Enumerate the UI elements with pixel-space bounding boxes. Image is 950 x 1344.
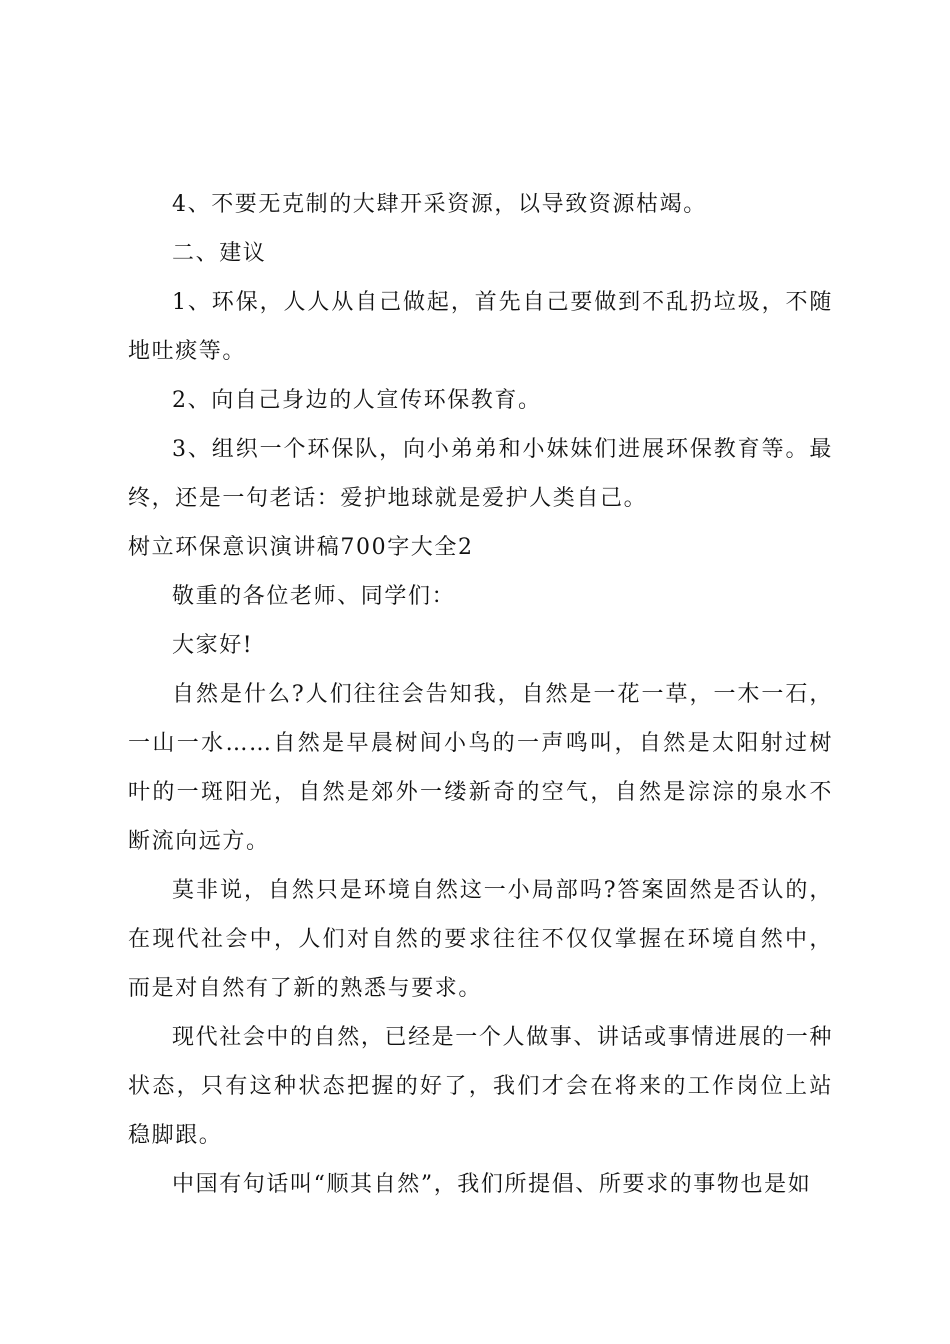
paragraph-suggestion-3: 3、组织一个环保队，向小弟弟和小妹妹们进展环保教育等。最终，还是一句老话：爱护地球就是爱护人类自己。	[128, 437, 833, 511]
article-title: 树立环保意识演讲稿700字大全2	[128, 535, 474, 560]
document-body	[128, 180, 833, 1209]
paragraph-suggestion-1: 1、环保，人人从自己做起，首先自己要做到不乱扔垃圾，不随地吐痰等。	[128, 290, 833, 364]
paragraph-body-3: 现代社会中的自然，已经是一个人做事、讲话或事情进展的一种状态，只有这种状态把握的好了，我们才会在将来的工作岗位上站稳脚跟。	[128, 1025, 833, 1148]
section-heading-suggestions: 二、建议	[172, 241, 267, 266]
paragraph-body-1: 自然是什么?人们往往会告知我，自然是一花一草，一木一石，一山一水……自然是早晨树间小鸟的一声鸣叫，自然是太阳射过树叶的一斑阳光，自然是郊外一缕新奇的空气，自然是淙淙的泉水不断流向远方。	[128, 682, 833, 854]
paragraph-greeting: 大家好!	[172, 633, 254, 658]
paragraph-salutation: 敬重的各位老师、同学们：	[172, 584, 456, 609]
paragraph-suggestion-2: 2、向自己身边的人宣传环保教育。	[172, 388, 542, 413]
paragraph-body-4: 中国有句话叫“顺其自然”，我们所提倡、所要求的事物也是如	[172, 1172, 812, 1197]
paragraph-body-2: 莫非说，自然只是环境自然这一小局部吗?答案固然是否认的，在现代社会中，人们对自然的要求往往不仅仅掌握在环境自然中，而是对自然有了新的熟悉与要求。	[128, 878, 833, 1001]
paragraph-item-4: 4、不要无克制的大肆开采资源，以导致资源枯竭。	[172, 192, 707, 217]
